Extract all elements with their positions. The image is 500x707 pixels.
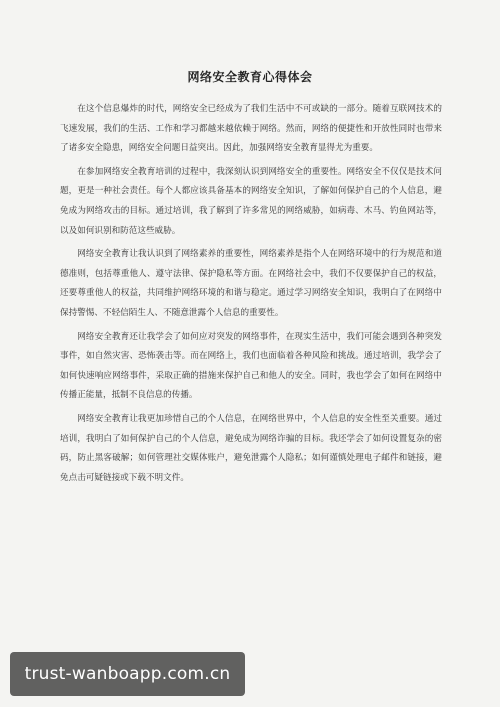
paragraph: 网络安全教育让我认识到了网络素养的重要性，网络素养是指个人在网络环境中的行为规范和道德准则，包括尊重他人、遵守法律、保护隐私等方面。在网络社会中，我们不仅要保护自己的权益，还要尊重他人的权益，共同维护网络环境的和谐与稳定。通过学习网络安全知识，我明白了在网络中保持警惕、不轻信陌生人、不随意泄露个人信息的重要性。	[60, 249, 442, 318]
paragraph: 在参加网络安全教育培训的过程中，我深刻认识到网络安全的重要性。网络安全不仅仅是技术问题，更是一种社会责任。每个人都应该具备基本的网络安全知识，了解如何保护自己的个人信息，避免成为网络攻击的目标。通过培训，我了解到了许多常见的网络威胁，如病毒、木马、钓鱼网站等，以及如何识别和防范这些威胁。	[60, 166, 442, 236]
watermark-text: trust-wanboapp.com.cn	[24, 664, 231, 684]
paragraph: 在这个信息爆炸的时代，网络安全已经成为了我们生活中不可或缺的一部分。随着互联网技术的飞速发展，我们的生活、工作和学习都越来越依赖于网络。然而，网络的便捷性和开放性同时也带来了诸多安全隐患，网络安全问题日益突出。因此，加强网络安全教育显得尤为重要。	[60, 104, 442, 154]
watermark-banner	[10, 652, 245, 696]
paragraph: 网络安全教育让我更加珍惜自己的个人信息，在网络世界中，个人信息的安全性至关重要。通过培训，我明白了如何保护自己的个人信息，避免成为网络诈骗的目标。我还学会了如何设置复杂的密码，防止黑客破解；如何管理社交媒体账户，避免泄露个人隐私；如何谨慎处理电子邮件和链接，避免点击可疑链接或下载不明文件。	[60, 413, 442, 483]
paragraph: 网络安全教育还让我学会了如何应对突发的网络事件，在现实生活中，我们可能会遇到各种突发事件，如自然灾害、恐怖袭击等。而在网络上，我们也面临着各种风险和挑战。通过培训，我学会了如何快速响应网络事件，采取正确的措施来保护自己和他人的安全。同时，我也学会了如何在网络中传播正能量，抵制不良信息的传播。	[60, 331, 442, 401]
document-title: 网络安全教育心得体会	[187, 70, 313, 84]
document-body	[60, 100, 442, 492]
